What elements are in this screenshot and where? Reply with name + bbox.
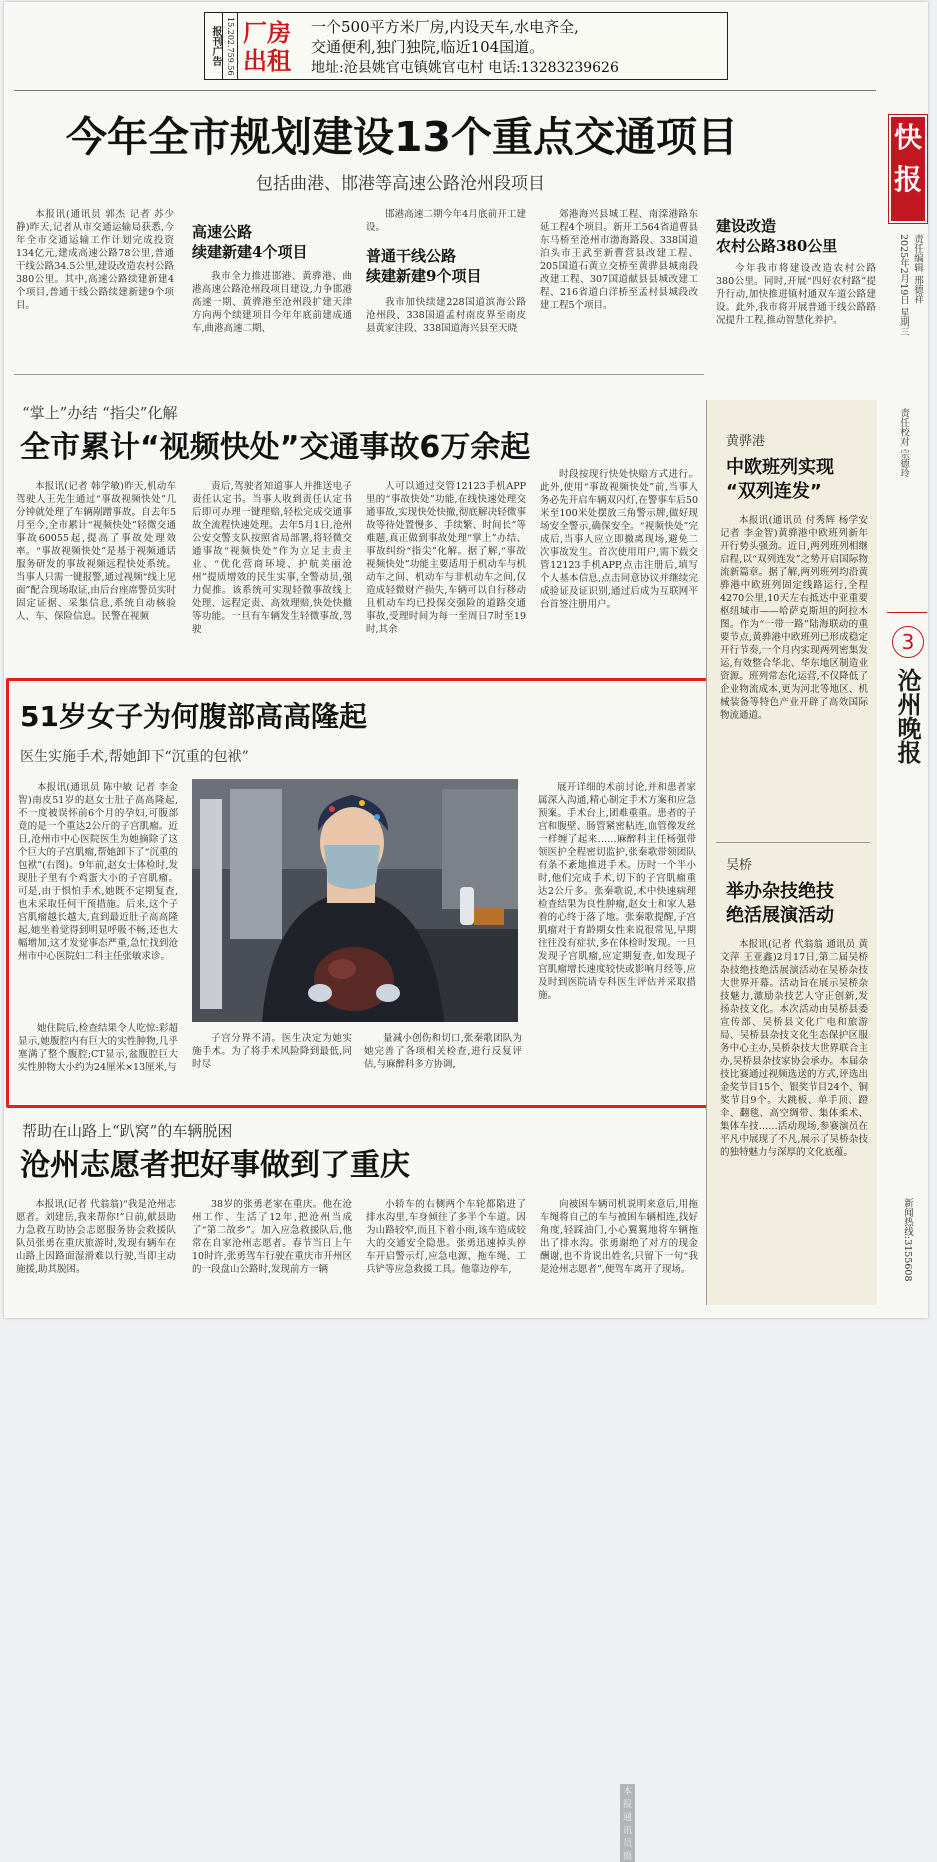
ad-line2: 交通便利,独门独院,临近104国道。 xyxy=(311,38,545,56)
story1-col2-text: 我市全力推进邯港、黄骅港、曲港高速公路沧州段项目建设,力争邯港高速一期、黄骅港至沧州段扩建天津方向两个续建项目今年年底前建成通车,曲港高速二期、 xyxy=(192,271,352,334)
ad-line3: 地址:沧县姚官屯镇姚官屯村 电话:13283239626 xyxy=(311,60,619,76)
story3-subhead: 医生实施手术,帮她卸下“沉重的包袱” xyxy=(20,749,249,765)
story1-col3-head xyxy=(366,246,526,286)
story1-col2-head1: 高速公路 xyxy=(192,223,253,241)
story4-col3 xyxy=(366,1198,526,1308)
paper-name: 沧州晚报 xyxy=(893,668,922,764)
story1-col3b-text: 我市加快续建228国道滨海公路沧州段、338国道孟村南皮界至南皮县黄家洼段、338国道海兴县至天晓 xyxy=(366,297,526,334)
sidebar-s2-body-text: 本报讯(记者 代翁翁 通讯员 黄文萍 王亚鑫)2月17日,第二届吴桥杂技绝技绝活展演活动在吴桥杂技大世界开幕。活动旨在展示吴桥杂技魅力,激励杂技艺人守正创新,发扬杂技文化。本次活动由吴桥县委宣传部、吴桥县文化广电和旅游局、吴桥县杂技文化生态保护区服务中心主办,吴桥杂技大世界联合主办,吴桥县杂技家协会承办。本届杂技比赛通过视频选送的方式,评选出金奖节目15个、银奖节目24个、铜奖节目9个。大跳板、单手顶、蹬伞、翻毯、高空绸带、集体柔术、集体车技……活动现场,参赛演员在平凡中展现了不凡,展示了吴桥杂技的独特魅力与深厚的文化底蕴。 xyxy=(720,939,868,1158)
sidebar-s1-body xyxy=(720,514,868,826)
date-line: 2025年2月19日 星期三 xyxy=(898,234,909,337)
story1-col2 xyxy=(192,270,352,352)
story1-col5 xyxy=(716,262,876,352)
story4-col4 xyxy=(540,1198,698,1308)
story2-col4-text: 时段按现行快处快赔方式进行。此外,使用“事故视频快处”前,当事人务必先开启车辆双闪灯,在警事车后50米至100米处摆放三角警示牌,做好现场安全警示,确保安全。“视频快处”完成后,当事人应立即撤离现场,避免二次事故发生。首次使用用户,需下载交管12123手机APP,点击注册后,填写个人基本信息,点击同意协议并继续完成验证及证识别,通过后成为互联网平台首签注册用户。 xyxy=(540,469,698,610)
story1-col5-head2: 农村公路380公里 xyxy=(716,237,838,255)
story1-col1 xyxy=(16,208,174,352)
ad-headline-line1: 厂房 xyxy=(243,19,291,47)
sidebar-s2-kicker: 吴桥 xyxy=(726,858,753,873)
kuaibao-label: 快报 xyxy=(891,117,925,221)
story1-col3-head2: 续建新建9个项目 xyxy=(366,267,482,285)
story1-col3-head1: 普通干线公路 xyxy=(366,247,457,265)
ad-side-number: 15.202.759.56 xyxy=(223,13,238,79)
photo-caption: 本报通讯员 摄 xyxy=(620,1784,635,1862)
story2-col4 xyxy=(540,468,698,666)
story1-col5-text: 今年我市将建设改造农村公路380公里。同时,开展“四好农村路”提升行动,加快推进镇村通双车道公路建设。此外,我市将开展普通干线公路路况提升工程,推动智慧化养护。 xyxy=(716,263,876,326)
ad-headline xyxy=(243,19,303,75)
sidebar-s1-kicker: 黄骅港 xyxy=(726,434,766,449)
story1-col2-head2: 续建新建4个项目 xyxy=(192,243,308,261)
story3-col4 xyxy=(538,781,696,1078)
story1-col2-head xyxy=(192,222,352,262)
story2-col3 xyxy=(366,480,526,666)
proof-line: 责任校对 宗德玲 xyxy=(898,408,909,478)
ad-headline-line2: 出租 xyxy=(243,47,291,75)
story3-col1b-text: 她住院后,检查结果令人吃惊:彩超显示,她腹腔内有巨大的实性肿物,几乎塞满了整个腹腔;CT显示,盆腹腔巨大实性肿物大小约为24厘米×13厘米,与 xyxy=(18,1023,178,1073)
story1-headline: 今年全市规划建设13个重点交通项目 xyxy=(66,113,739,161)
story2-col2 xyxy=(192,480,352,666)
news-hotline: 新闻热线:3155608 xyxy=(902,1198,913,1282)
story1-col5-head1: 建设改造 xyxy=(716,217,777,235)
story1-col4 xyxy=(540,208,698,352)
story3-col4-text: 展开详细的术前讨论,并和患者家属深入沟通,精心制定手术方案和应急预案。手术台上,团难重重。患者的子宫和腹壁、肠管紧密粘连,血管像发丝一样缠了起来……麻醉科主任杨强带领医护全程密切监护,张秦歌带领团队有条不紊地推进手术。历时一个半小时,他们完成手术,切下的子宫肌瘤重达2公斤多。张秦歌说,术中快速病理检查结果为良性肿瘤,赵女士和家人悬着的心终于落了地。张秦歌提醒,子宫肌瘤对于育龄期女性来说很常见,早期往往没有症状,多在体检时发现。一旦发现子宫肌瘤,应定期复查,如发现子宫肌瘤增长速度较快或影响月经等,应及时到医院请专科医生评估并采取措施。 xyxy=(538,782,696,1001)
sidebar-s2-body xyxy=(720,938,868,1300)
divider xyxy=(887,612,927,613)
story1-col3b xyxy=(366,296,526,352)
divider xyxy=(14,90,876,91)
story4-col2 xyxy=(192,1198,352,1308)
sidebar-s1-head1: 中欧班列实现 xyxy=(726,457,834,478)
story3-headline: 51岁女子为何腹部高高隆起 xyxy=(20,700,367,733)
story4-col1 xyxy=(16,1198,176,1308)
story2-col3-text: 人可以通过交管12123手机APP里的“事故快处”功能,在线快速处理交通事故,实现快处快撤,彻底解决轻微事故等待处置慢多、手续繁、时间长”等难题,真正做到事故处理“掌上”办结、事故纠纷“指尖”化解。据了解,“事故视频快处”功能主要适用于机动车与机动车之间、机动车与非机动车之间,仅造成轻微财产损失,车辆可以自行移动且机动车均已投保交强险的道路交通事故,受理时间为每一至周日7时至19时,其余 xyxy=(366,481,526,635)
story3-col3 xyxy=(364,1032,522,1078)
page-number: 3 xyxy=(892,626,924,658)
story4-col3-text: 小轿车的右侧两个车轮都陷进了排水沟里,车身倾往了多半个车道。因为山路较窄,而且下着小雨,该车造成较大的交通安全隐患。张勇迅速掉头停车开启警示灯,应急电源、拖车绳、工兵铲等应急救援工具。他靠边停车, xyxy=(366,1199,526,1275)
divider xyxy=(14,374,704,375)
story2-col2-text: 责后,驾驶者知道事人并推送电子责任认定书。当事人收到责任认定书后即可办理一键理赔,轻松完成交通事故全流程快速处理。去年5月1日,沧州公安交警支队按照省局部署,将轻微交通事故“视频快处”作为立足主责主业、“优化营商环境、护航美丽沧州”提质增效的民生实事,全警动员,强力促推。该系统可实现轻微事故线上处理、远程定责、高效理赔,快处快撤等功能。一旦有车辆发生轻微事故,驾驶 xyxy=(192,481,352,635)
ad-line1: 一个500平方米厂房,内设天车,水电齐全, xyxy=(311,18,579,36)
story3-col1b xyxy=(18,1022,178,1078)
story4-kicker: 帮助在山路上“趴窝”的车辆脱困 xyxy=(22,1122,233,1140)
story2-col1-text: 本报讯(记者 韩学敏)昨天,机动车驾驶人王先生通过“事故视频快处”几分钟就处理了车辆剐蹭事故。自去年5月至今,全市累计“视频快处”轻微交通事故60055起,提高了事故处理效率。“事故视频快处”是基于视频通话服务研发的事故视频远程快处系统。当事人只需一键报警,通过视频“线上见面”配合现场取证,由后台座席警员实时固定证据、采集信息,系统自动核验人、车、保险信息。民警在视频 xyxy=(16,481,176,622)
story3-col1 xyxy=(18,781,178,1017)
story3-col1-text: 本报讯(通讯员 陈中敏 记者 李金智)南皮51岁的赵女士肚子高高隆起,不一度被误怀前6个月的孕妇,可腹部竟的是一个重达2公斤的子宫肌瘤。近日,沧州市中心医院医生为她摘除了这个巨大的子宫肌瘤,帮她卸下了“沉重的包袱”(右图)。9年前,赵女士体检时,发现肚子里有个鸡蛋大小的子宫肌瘤。可是,由于惧怕手术,她既不定期复查,也未采取任何干预措施。后来,这个子宫肌瘤越长越大,直到最近肚子高高隆起,她坐着觉得到明显呼吸不畅,还也大幅增加,这才发觉事态严重,急忙找到沧州市中心医院妇二科主任张敏求诊。 xyxy=(18,782,178,962)
story3-col2 xyxy=(192,1032,352,1078)
kuaibao-box xyxy=(888,114,928,224)
sidebar-s1-body-text: 本报讯(通讯员 付秀辉 杨学安 记者 李金智)黄骅港中欧班列新年开行势头强劲。近日,两列班列相继启程,以“双列连发”之势开启国际物流新篇章。据了解,两列班列均沿黄骅港中欧班列固定线路运行,全程4270公里,10天左右抵达中亚重要枢纽城市——哈萨克斯坦的阿拉木图。作为“一带一路”陆海联动的重要节点,黄骅港中欧班列已形成稳定开行节奏,一个月内实现两列密集发运,有效整合华北、华东地区制造业资源。班列常态化运营,不仅降低了企业物流成本,更为河北等地区、机械装备等特色产业开辟了高效国际物流通道。 xyxy=(720,515,868,721)
story1-col4-text: 郊港海兴县城工程、南滦港路东延工程4个项目。新开工564省道曹县东马桥至沧州市渤海路段、338国道泊头市王武至新曹营县改建工程、205国道石黄立交桥至黄骅县城南段改建工程、307国道献县县城改建工程、216省道白洋桥至孟村县城段改建工程5个项目。 xyxy=(540,209,698,311)
story4-col1-text: 本报讯(记者 代翁翁)“我是沧州志愿者。刘建岳,我来帮你!”日前,献县助力急救互助协会志愿服务协会救援队队员张勇在重庆旅游时,发现有辆车在山路上因路面湿滑难以行驶,当即主动施援,助其脱困。 xyxy=(16,1199,176,1275)
sidebar-s1-head2: “双列连发” xyxy=(726,481,822,502)
story1-subhead: 包括曲港、邯港等高速公路沧州段项目 xyxy=(256,174,545,194)
story2-kicker: “掌上”办结 “指尖”化解 xyxy=(22,404,178,422)
story1-col3a xyxy=(366,208,526,236)
sidebar-s2-head2: 绝活展演活动 xyxy=(726,905,834,926)
story1-col1-text: 本报讯(通讯员 郭杰 记者 苏少静)昨天,记者从市交通运输局获悉,今年全市交通运输工作计划完成投资134亿元,建成高速公路78公里,普通干线公路34.5公里,建设改造农村公路380公里。其中,高速公路续建新建4个项目,普通干线公路续建新建9个项目。 xyxy=(16,209,174,311)
story2-headline: 全市累计“视频快处”交通事故6万余起 xyxy=(20,430,531,465)
photo-illustration xyxy=(192,779,518,1022)
story4-col4-text: 向被困车辆司机说明来意后,用拖车绳将自己的车与被困车辆相连,找好角度,轻踩油门,小心翼翼地将车辆拖出了排水沟。张勇谢绝了对方的现金酬谢,也不肯说出姓名,只留下一句“我是沧州志愿者”,便驾车离开了现场。 xyxy=(540,1199,698,1275)
factory-rent-ad xyxy=(204,12,728,80)
story1-col5-head xyxy=(716,216,874,256)
story1-col3a-text: 邯港高速二期今年4月底前开工建设。 xyxy=(366,209,526,233)
divider xyxy=(706,400,707,1305)
story4-col2-text: 38岁的张勇老家在重庆。他在沧州工作、生活了12年,把沧州当成了“第二故乡”。加入应急救援队后,他常在自家沧州志愿者。春节当日上午10时许,张勇驾车行驶在重庆市开州区的一段盘山公路时,发现前方一辆 xyxy=(192,1199,352,1275)
story3-col2-text: 子宫分界不清。医生决定为她实施手术。为了将手术风险降到最低,同时尽 xyxy=(192,1033,352,1070)
story4-headline: 沧州志愿者把好事做到了重庆 xyxy=(20,1148,410,1183)
newspaper-page xyxy=(4,2,928,1862)
story3-col3-text: 量减小创伤和切口,张秦歌团队为她完善了各项相关检查,进行反复评估,与麻醉科多方协调, xyxy=(364,1033,522,1070)
ad-tag: 报刊广告 xyxy=(205,13,223,79)
divider xyxy=(716,842,870,843)
editor-line: 责任编辑 邢德祥 xyxy=(912,234,923,304)
story2-col1 xyxy=(16,480,176,666)
sidebar-s2-head1: 举办杂技绝技 xyxy=(726,881,834,902)
